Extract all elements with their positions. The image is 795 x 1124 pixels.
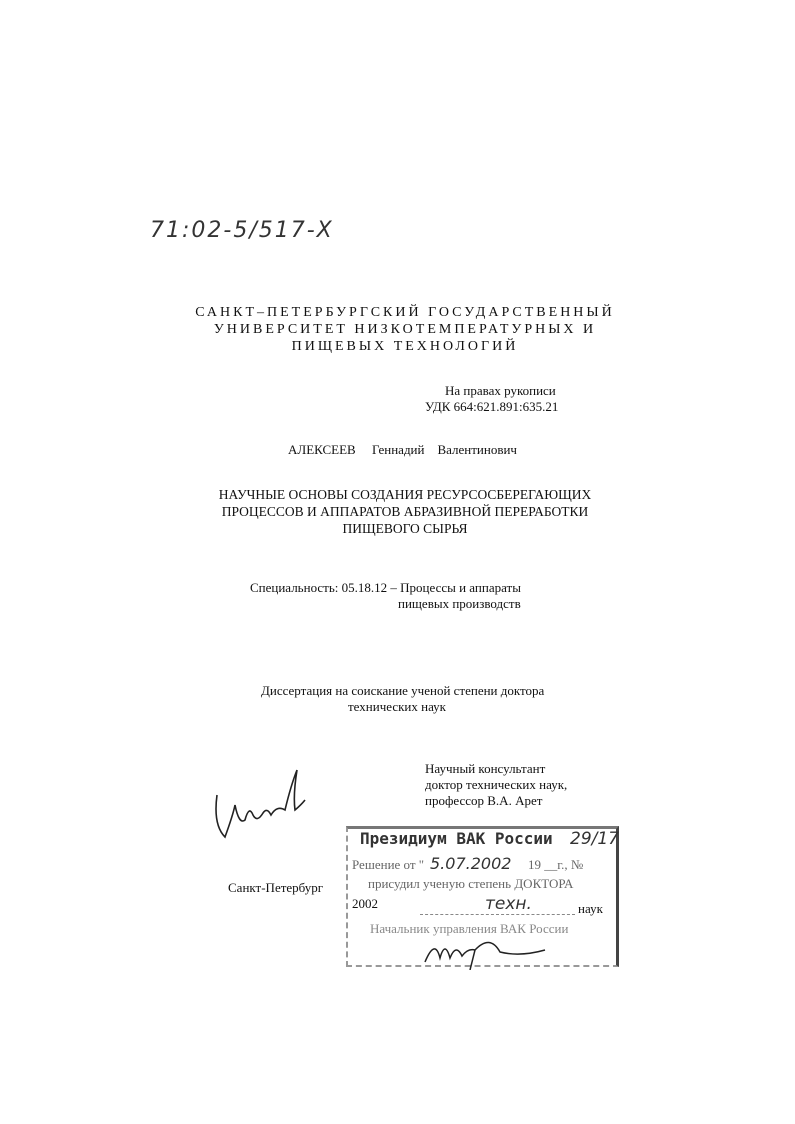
stamp-field-suffix: наук (578, 901, 603, 916)
university-line-3: ПИЩЕВЫХ ТЕХНОЛОГИЙ (291, 339, 519, 354)
thesis-title-line-1: НАУЧНЫЕ ОСНОВЫ СОЗДАНИЯ РЕСУРСОСБЕРЕГАЮЩИХ (218, 487, 592, 502)
stamp-field-handwritten: техн. (485, 894, 532, 914)
stamp-decision-number: 29/17 (570, 829, 619, 849)
city: Санкт-Петербург (228, 880, 324, 895)
author-signature (205, 765, 315, 845)
stamp-degree-line: присудил ученую степень ДОКТОРА (368, 876, 574, 891)
consultant-line-3: профессор В.А. Арет (425, 793, 543, 808)
consultant-line-2: доктор технических наук, (425, 777, 568, 792)
specialty-line-2: пищевых производств (398, 596, 521, 611)
stamp-decision-mid: 19 __г., № (528, 857, 584, 872)
degree-line-1: Диссертация на соискание ученой степени доктора (261, 683, 545, 698)
year: 2002 (352, 896, 378, 911)
manuscript-rights: На правах рукописи (445, 383, 556, 398)
archive-number: 71:02-5/517-Х (150, 218, 334, 243)
stamp-signature (420, 930, 550, 970)
consultant-line-1: Научный консультант (425, 761, 546, 776)
udk: УДК 664:621.891:635.21 (425, 399, 559, 414)
stamp-header: Президиум ВАК России (360, 829, 553, 848)
specialty-line-1: Специальность: 05.18.12 – Процессы и аппараты (250, 580, 521, 595)
degree-line-2: технических наук (348, 699, 447, 714)
university-line-1: САНКТ–ПЕТЕРБУРГСКИЙ ГОСУДАРСТВЕННЫЙ (195, 305, 615, 320)
university-line-2: УНИВЕРСИТЕТ НИЗКОТЕМПЕРАТУРНЫХ И (213, 322, 597, 337)
stamp-decision-date: 5.07.2002 (430, 854, 512, 873)
stamp-field-line (420, 914, 575, 915)
stamp-decision-label: Решение от " (352, 857, 425, 872)
thesis-title-line-2: ПРОЦЕССОВ И АППАРАТОВ АБРАЗИВНОЙ ПЕРЕРАБОТКИ (221, 504, 589, 519)
author-name: АЛЕКСЕЕВ Геннадий Валентинович (288, 442, 517, 457)
thesis-title-line-3: ПИЩЕВОГО СЫРЬЯ (342, 521, 468, 536)
stamp-chief: Начальник управления ВАК России (370, 921, 569, 936)
